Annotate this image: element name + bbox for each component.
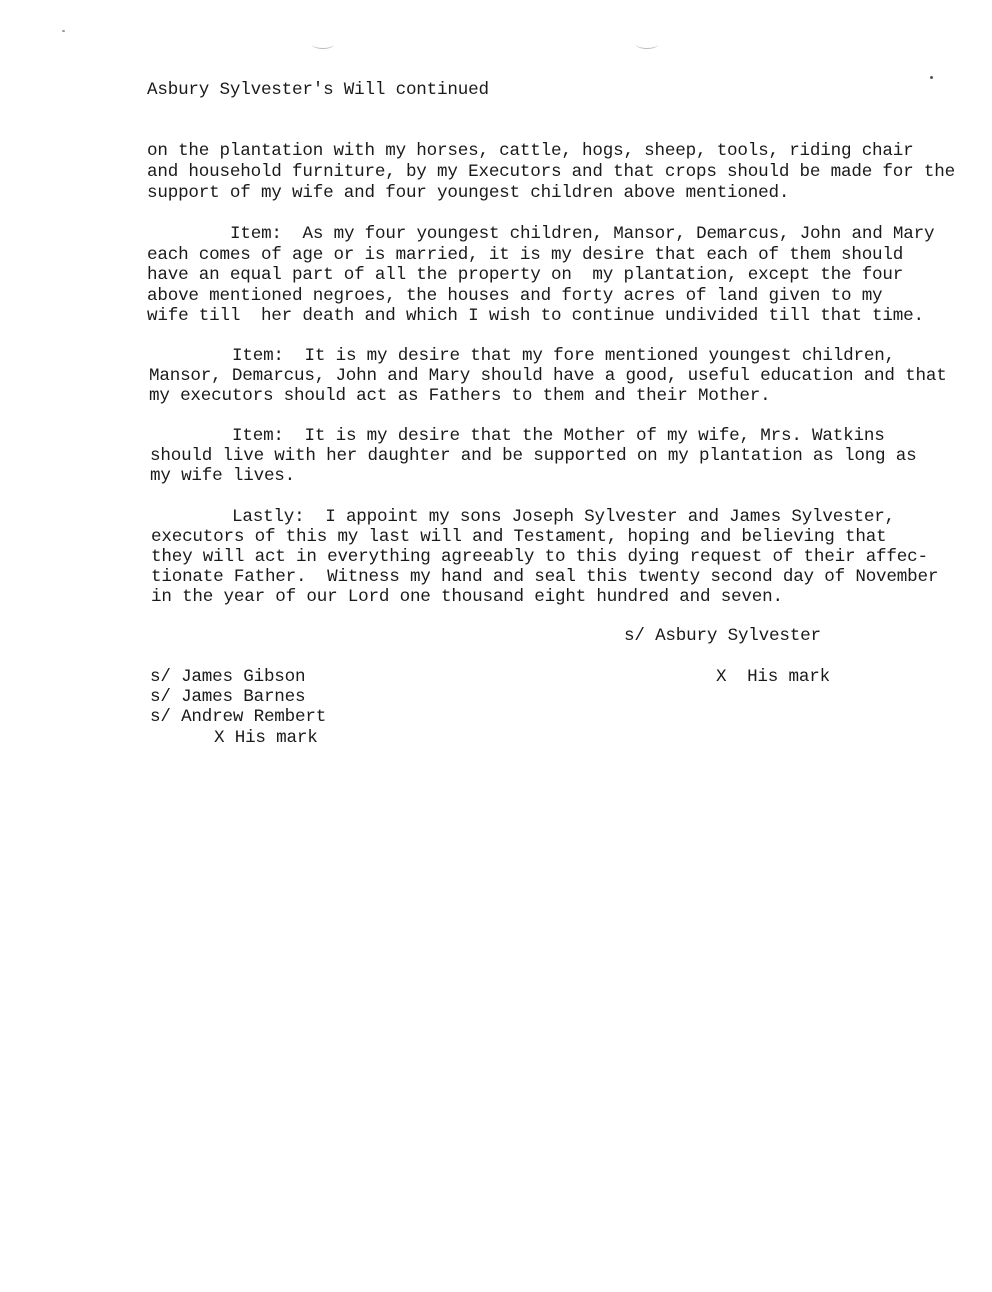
scan-mark <box>312 40 334 49</box>
paragraph-2-line: have an equal part of all the property on my plantation, except the four <box>147 265 904 285</box>
paragraph-4-line: should live with her daughter and be supported on my plantation as long as <box>150 446 917 466</box>
paragraph-5-line: in the year of our Lord one thousand eight hundred and seven. <box>151 587 783 607</box>
scan-speck <box>930 76 933 79</box>
paragraph-4-line: my wife lives. <box>150 466 296 486</box>
witness-signature: s/ James Barnes <box>150 687 306 707</box>
testator-mark: X His mark <box>716 667 830 687</box>
paragraph-3-line: my executors should act as Fathers to them and their Mother. <box>149 386 771 406</box>
paragraph-5-line: executors of this my last will and Testament, hoping and believing that <box>151 527 887 547</box>
witness-signature: s/ James Gibson <box>150 667 306 687</box>
witness-signature: s/ Andrew Rembert <box>150 707 327 727</box>
paragraph-1-line: on the plantation with my horses, cattle, hogs, sheep, tools, riding chair <box>147 141 914 161</box>
paragraph-3-line: Mansor, Demarcus, John and Mary should have a good, useful education and that <box>149 366 947 386</box>
testator-signature: s/ Asbury Sylvester <box>624 626 821 646</box>
paragraph-1-line: support of my wife and four youngest children above mentioned. <box>147 183 790 203</box>
paragraph-3-line: Item: It is my desire that my fore mentioned youngest children, <box>232 346 895 366</box>
paragraph-2-line: each comes of age or is married, it is my desire that each of them should <box>147 245 904 265</box>
paragraph-5-line: they will act in everything agreeably to this dying request of their affec- <box>151 547 928 567</box>
paragraph-2-line: Item: As my four youngest children, Mansor, Demarcus, John and Mary <box>230 224 935 244</box>
paragraph-4-line: Item: It is my desire that the Mother of my wife, Mrs. Watkins <box>232 426 885 446</box>
paragraph-5-line: Lastly: I appoint my sons Joseph Sylvester and James Sylvester, <box>232 507 895 527</box>
paragraph-1-line: and household furniture, by my Executors and that crops should be made for the <box>147 162 955 182</box>
witness-mark: X His mark <box>214 728 318 748</box>
paragraph-2-line: above mentioned negroes, the houses and forty acres of land given to my <box>147 286 883 306</box>
scan-mark <box>636 40 658 49</box>
paragraph-2-line: wife till her death and which I wish to continue undivided till that time. <box>147 306 924 326</box>
paragraph-5-line: tionate Father. Witness my hand and seal this twenty second day of November <box>151 567 939 587</box>
document-header: Asbury Sylvester's Will continued <box>147 80 489 100</box>
scan-speck <box>62 30 65 32</box>
